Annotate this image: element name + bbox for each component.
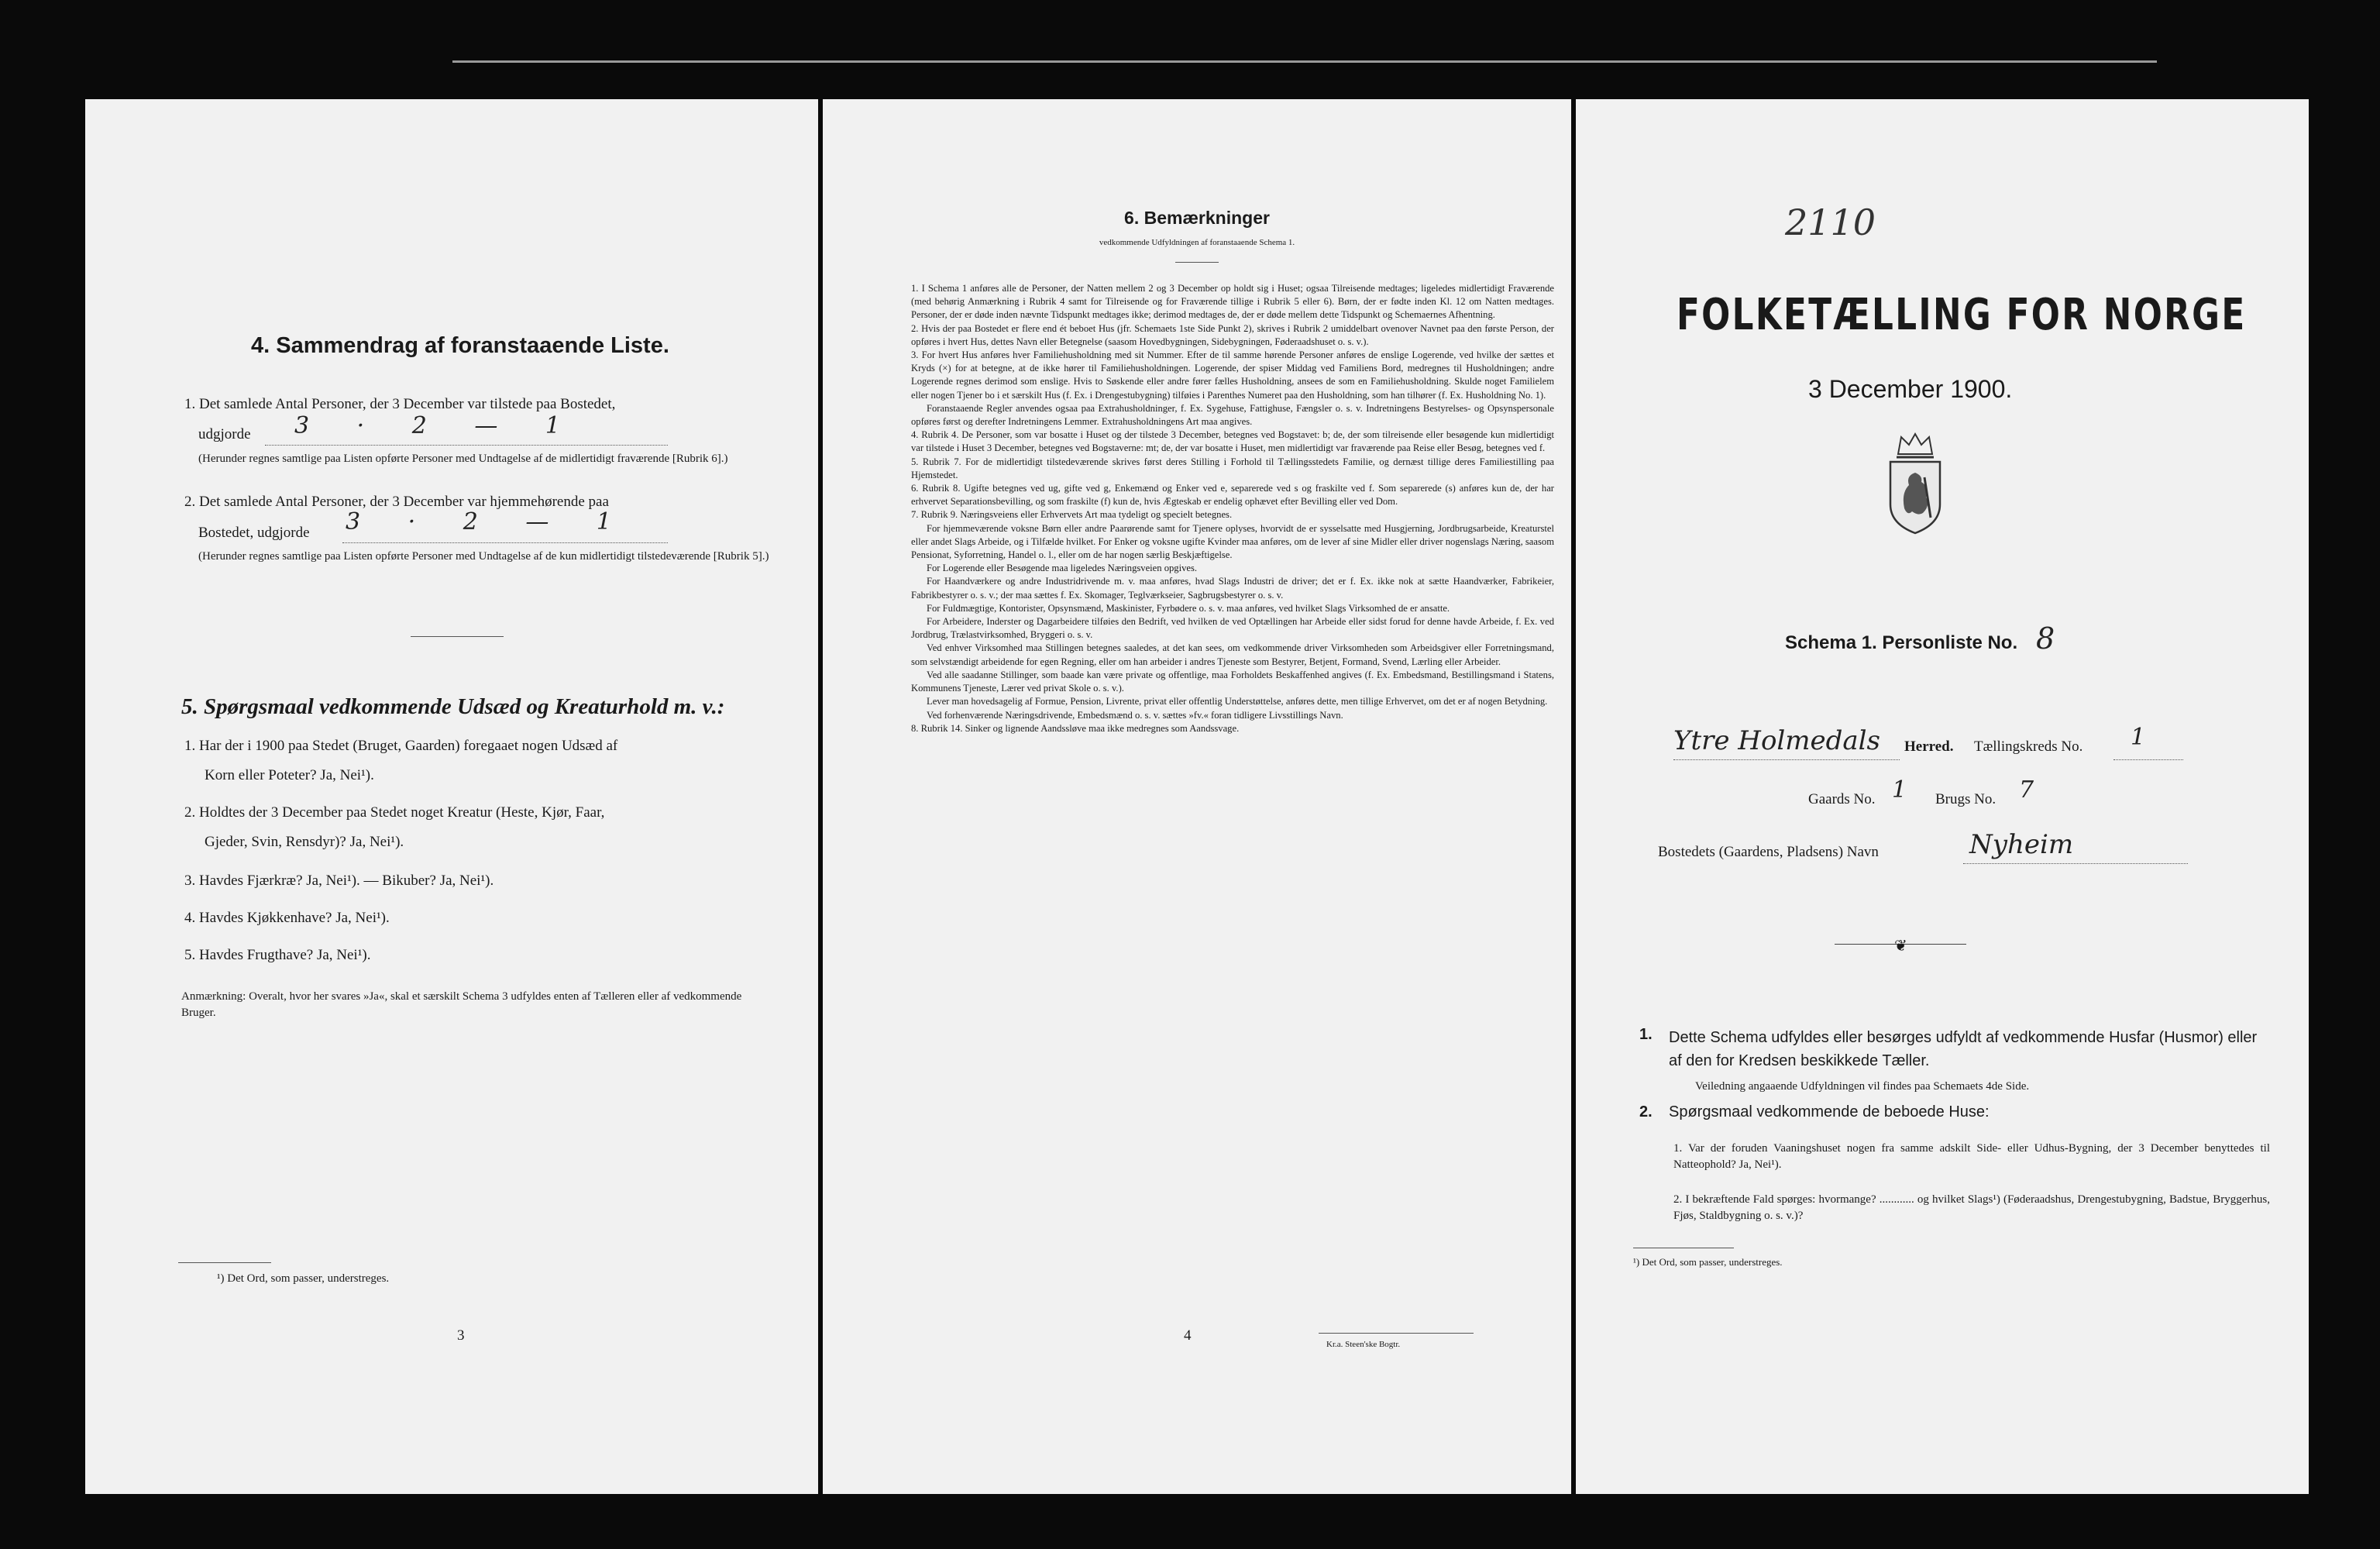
footnote-rule: [178, 1262, 271, 1263]
item1-note: Veiledning angaaende Udfyldningen vil findes paa Schemaets 4de Side.: [1695, 1080, 2030, 1093]
page-right: [1576, 99, 2309, 1494]
summary-item2: 2. Det samlede Antal Personer, der 3 December var hjemmehørende paa: [184, 494, 609, 510]
remarks-body: [911, 282, 1554, 735]
remark-6: 6. Rubrik 8. Ugifte betegnes ved ug, gifte ved g, Enkemænd og Enker ved e, separerede ved s og fraskilte ved f. Som separerede (s) anføres kun de, der har erhvervet Separationsbevilling, og som fraskilte (f) kun de, hvis Ægteskab er endelig ophævet efter Bevilling eller ved Dom.: [911, 483, 1554, 508]
remark-7-para-3: For Haandværkere og andre Industridrivende m. v. maa anføres, hvad Slags Industri de driver; det er f. Ex. ikke nok at sætte Haandværker, Fabrikeier, Fabrikbestyrer o. s. v.; der maa sættes f. Ex. Skomager, Teglværkseier, Sagbrugsbestyrer o. s. v.: [911, 576, 1554, 601]
summary-item1: 1. Det samlede Antal Personer, der 3 December var tilstede paa Bostedet,: [184, 396, 616, 412]
remark-8: 8. Rubrik 14. Sinker og lignende Aandssløve maa ikke medregnes som Aandssvage.: [911, 722, 1240, 734]
herred-label: Herred.: [1904, 738, 1954, 755]
footnote: ¹) Det Ord, som passer, understreges.: [217, 1272, 390, 1285]
question-2b: Gjeder, Svin, Rensdyr)? Ja, Nei¹).: [205, 834, 404, 850]
scan-top-edge: [452, 60, 2157, 63]
printer-rule: [1319, 1333, 1474, 1334]
footnote: ¹) Det Ord, som passer, understreges.: [1633, 1256, 1783, 1268]
remark-7-para-7: Ved alle saadanne Stillinger, som baade kan være private og offentlige, maa Forholdets Beskaffenhed angives (f. Ex. Embedsmand, Bestillingsmand i Statens, Kommunens Tjeneste, Lærer ved privat Skole o. s. v.).: [911, 669, 1554, 694]
page-middle: [823, 99, 1571, 1494]
divider: [411, 636, 504, 637]
remark-7-para-2: For Logerende eller Besøgende maa ligeledes Næringsveien opgives.: [927, 563, 1198, 574]
item1-number: 1.: [1639, 1026, 1653, 1043]
remark-7-para-8: Lever man hovedsagelig af Formue, Pension, Livrente, privat eller offentlig Understøttelse, anføres dette, men tillige Erhvervet, om det er af nogen Betydning.: [927, 696, 1548, 707]
section5-title: 5. Spørgsmaal vedkommende Udsæd og Kreaturhold m. v.:: [181, 694, 725, 719]
question-2a: 2. Holdtes der 3 December paa Stedet noget Kreatur (Heste, Kjør, Faar,: [184, 804, 605, 821]
herred-dotted-line: [1673, 759, 1900, 760]
remark-5: 5. Rubrik 7. For de midlertidigt tilstedeværende skrives først deres Stilling i Forhold til Tællingsstedets Familie, og dernæst tillige deres Familiestilling paa Hjemstedet.: [911, 456, 1554, 480]
coat-of-arms-icon: [1884, 431, 1946, 539]
gaards-label: Gaards No.: [1808, 791, 1876, 807]
question-1a: 1. Har der i 1900 paa Stedet (Bruget, Gaarden) foregaaet nogen Udsæd af: [184, 738, 618, 754]
section4-title: 4. Sammendrag af foranstaaende Liste.: [251, 333, 669, 358]
summary-item1-dotted-line: [265, 445, 668, 446]
summary-item2-bostedet: Bostedet, udgjorde: [198, 525, 310, 541]
bosted-value: Nyheim: [1969, 829, 2074, 860]
bosted-label: Bostedets (Gaardens, Pladsens) Navn: [1658, 844, 1879, 860]
herred-value: Ytre Holmedals: [1673, 725, 1881, 756]
question-5: 5. Havdes Frugthave? Ja, Nei¹).: [184, 947, 371, 963]
handwritten-number: 2110: [1785, 201, 1876, 243]
remark-3: 3. For hvert Hus anføres hver Familiehusholdning med sit Nummer. Efter de til samme hørende Personer anføres de enslige Logerende, ved hvilke der sættes et Kryds (×) for at betegne, at de ikke hører til Familiehusholdningen. Logerende, der spiser Middag ved Familiens Bord, medregnes til Husholdningen; andre Logerende regnes derimod som enslige. Hvis to Søskende eller andre fører fælles Husholdning, ansees de som en Familiehusholdning. Skulde noget Familielem eller nogen Tjener bo i et særskilt Hus (f. Ex. i Drengestubygning) tilføies i Parenthes Numeret paa den Husholdning, som han tilhører (f. Ex. Husholdning No. 1).: [911, 349, 1554, 401]
census-date: 3 December 1900.: [1808, 375, 2013, 403]
remark-7-para-6: Ved enhver Virksomhed maa Stillingen betegnes saaledes, at det kan sees, om vedkommende driver Virksomheden som Arbeidsgiver eller Forretningsmand, som selvstændigt arbeidende for egen Regning, eller om han arbeider i andres Tjeneste som Bestyrer, Betjent, Formand, Svend, Lærling eller Arbeider.: [911, 642, 1554, 667]
remark-7-para-4: For Fuldmægtige, Kontorister, Opsynsmænd, Maskinister, Fyrbødere o. s. v. maa anføres, ved hvilket Slags Virksomhed de er ansatte.: [927, 602, 1450, 614]
remark-4: 4. Rubrik 4. De Personer, som var bosatte i Huset og der tilstede 3 December, betegnes ved Bogstavet: b; de, der som tilreisende eller besøgende kun midlertidigt var tilstede i Huset 3 December, betegnes ved Bogstaverne: mt; de, der var bosatte i Huset, men midlertidigt var fraværende paa Reise eller Besøg, betegnes ved f.: [911, 429, 1554, 454]
remark-3-extra: Foranstaaende Regler anvendes ogsaa paa Extrahusholdninger, f. Ex. Sygehuse, Fattighuse, Fængsler o. s. v. Indretningens Bestyrelses- og Opsynspersonale opføres først og derefter Indretningens Lemmer. Extrahusholdningens Art maa angives.: [911, 402, 1554, 428]
item2-number: 2.: [1639, 1103, 1653, 1120]
form-title: FOLKETÆLLING FOR NORGE: [1677, 290, 2247, 340]
question-4: 4. Havdes Kjøkkenhave? Ja, Nei¹).: [184, 910, 390, 926]
brugs-label: Brugs No.: [1935, 791, 1997, 807]
page-left: [85, 99, 818, 1494]
remarks-title: 6. Bemærkninger: [1124, 208, 1270, 228]
printer-credit: Kr.a. Steen'ske Bogtr.: [1326, 1340, 1401, 1349]
brugs-value: 7: [2019, 776, 2034, 804]
kreds-label: Tællingskreds No.: [1974, 738, 2083, 755]
title-rule: [1175, 262, 1219, 263]
kreds-dotted-line: [2113, 759, 2183, 760]
anmerkning-note: Anmærkning: Overalt, hvor her svares »Ja«, skal et særskilt Schema 3 udfyldes enten af Tælleren eller af vedkommende Bruger.: [181, 990, 742, 1019]
remarks-subtitle: vedkommende Udfyldningen af foranstaaende Schema 1.: [1099, 238, 1295, 247]
remark-7: 7. Rubrik 9. Næringsveiens eller Erhvervets Art maa tydeligt og specielt betegnes.: [911, 509, 1233, 521]
remark-7-para-1: For hjemmeværende voksne Børn eller andre Paarørende samt for Tjenere oplyses, hvorvidt de er sysselsatte med Husgjerning, Jordbrugsarbeide, Kreaturstel eller andet Slags Arbeide, og i Tilfælde hvilket. For Enker og voksne ugifte Kvinder maa anføres, om de lever af sine Midler eller driver nogenslags Næring, saasom Pensionat, Syforretning, Handel o. l., eller om de har nogen særlig Beskjæftigelse.: [911, 522, 1554, 561]
item1-text: Dette Schema udfyldes eller besørges udfyldt af vedkommende Husfar (Husmor) eller af den for Kredsen beskikkede Tæller.: [1669, 1029, 2258, 1069]
remark-7-para-9: Ved forhenværende Næringsdrivende, Embedsmænd o. s. v. sættes »fv.« foran tidligere Livsstillings Navn.: [927, 709, 1343, 721]
schema-number-value: 8: [2036, 621, 2055, 656]
summary-item1-note: (Herunder regnes samtlige paa Listen opførte Personer med Undtagelse af de midlertidigt fraværende [Rubrik 6].): [198, 453, 728, 465]
summary-item1-handwritten: 3 · 2 — 1: [294, 412, 580, 439]
item2-text: Spørgsmaal vedkommende de beboede Huse:: [1669, 1103, 1990, 1120]
question-3: 3. Havdes Fjærkræ? Ja, Nei¹). — Bikuber? Ja, Nei¹).: [184, 873, 494, 889]
page-number: 3: [457, 1327, 465, 1344]
gaards-value: 1: [1892, 776, 1907, 804]
item2-sub2: 2. I bekræftende Fald spørges: hvormange? ............ og hvilket Slags¹) (Føderaadshus, Drengestubygning, Badstue, Bryggerhus, Fjøs, Staldbygning o. s. v.)?: [1673, 1193, 2270, 1222]
remark-7-para-5: For Arbeidere, Inderster og Dagarbeidere tilføies den Bedrift, ved hvilken de ved Optællingen har Arbeide eller sidst forud for denne havde Arbeide, f. Ex. ved Jordbrug, Trælastvirksomhed, Bryggeri o. s. v.: [911, 616, 1554, 641]
question-1b: Korn eller Poteter? Ja, Nei¹).: [205, 767, 374, 783]
summary-item2-note: (Herunder regnes samtlige paa Listen opførte Personer med Undtagelse af de kun midlertidigt tilstedeværende [Rubrik 5].): [198, 550, 769, 563]
remark-2: 2. Hvis der paa Bostedet er flere end ét beboet Hus (jfr. Schemaets 1ste Side Punkt 2), skrives i Rubrik 2 umiddelbart ovenover Navnet paa den første Person, der opføres i hvert Hus, dettes Navn eller Betegnelse (saasom Hovedbygningen, Sidebygningen, Føderaadshuset o. s. v.).: [911, 322, 1554, 347]
page-number: 4: [1184, 1327, 1192, 1344]
ornament-icon: ❦: [1894, 938, 1907, 955]
kreds-value: 1: [2131, 724, 2146, 751]
schema-label: Schema 1. Personliste No.: [1785, 632, 2018, 653]
summary-item2-handwritten: 3 · 2 — 1: [346, 508, 631, 535]
remark-1: 1. I Schema 1 anføres alle de Personer, der Natten mellem 2 og 3 December op holdt sig i Huset; ogsaa Tilreisende medtages; ligeledes midlertidigt Fraværende (med behørig Anmærkning i Rubrik 4 samt for Tilreisende og for Fraværende tillige i Rubrik 5 eller 6). Børn, der er fødte inden Kl. 12 om Natten medtages. Personer, der er døde inden nævnte Tidspunkt medtages ikke; derimod medtages de, der er døde mellem dette Tidspunkt og Schemaernes Afhentning.: [911, 283, 1554, 321]
summary-item2-dotted-line: [342, 542, 668, 543]
bosted-dotted-line: [1963, 863, 2188, 864]
item2-sub1: 1. Var der foruden Vaaningshuset nogen fra samme adskilt Side- eller Udhus-Bygning, der 3 December benyttedes til Natteophold? Ja, Nei¹).: [1673, 1142, 2270, 1171]
summary-item1-udgjorde: udgjorde: [198, 426, 251, 442]
